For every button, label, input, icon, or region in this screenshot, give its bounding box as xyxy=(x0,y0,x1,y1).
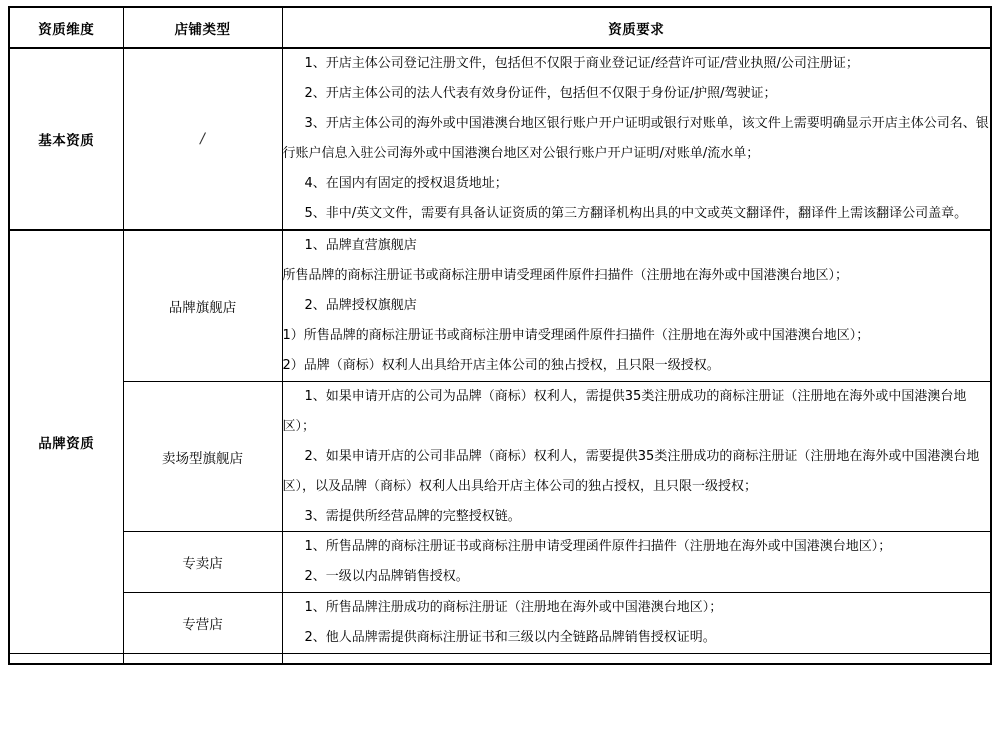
table-row xyxy=(9,382,991,532)
requirement-cell-brand-flagship xyxy=(282,230,991,382)
requirement-line: 2、一级以内品牌销售授权。 xyxy=(304,569,469,584)
requirement-line: 3、开店主体公司的海外或中国港澳台地区银行账户开户证明或银行对账单，该文件上需要明确显示开店主体公司名、银行账户信息入驻公司海外或中国港澳台地区对公银行账户开户证明/对账单/流水单； xyxy=(282,116,989,161)
requirement-line: 2、如果申请开店的公司非品牌（商标）权利人，需要提供35类注册成功的商标注册证（注册地在海外或中国港澳台地区），以及品牌（商标）权利人出具给开店主体公司的独占授权，且只限一级授权； xyxy=(282,449,980,494)
requirement-line: 2、开店主体公司的法人代表有效身份证件，包括但不仅限于身份证/护照/驾驶证； xyxy=(304,86,777,101)
table-row xyxy=(9,593,991,654)
partial-cell-dimension xyxy=(9,654,123,665)
requirement-line: 5、非中/英文文件，需要有具备认证资质的第三方翻译机构出具的中文或英文翻译件，翻译件上需该翻译公司盖章。 xyxy=(304,206,968,221)
qualification-table xyxy=(8,6,992,665)
column-header-store-type: 店铺类型 xyxy=(123,7,282,48)
requirement-line: 1、所售品牌的商标注册证书或商标注册申请受理函件原件扫描件（注册地在海外或中国港澳台地区）； xyxy=(304,539,892,554)
requirement-line: 1、如果申请开店的公司为品牌（商标）权利人，需提供35类注册成功的商标注册证（注册地在海外或中国港澳台地区）； xyxy=(282,389,967,434)
dimension-label-brand: 品牌资质 xyxy=(9,230,123,654)
requirement-line: 1、品牌直营旗舰店 xyxy=(304,238,417,253)
requirement-cell-mall-flagship xyxy=(282,382,991,532)
table-row xyxy=(9,48,991,230)
requirement-line: 1、所售品牌注册成功的商标注册证（注册地在海外或中国港澳台地区）； xyxy=(304,600,723,615)
table-row xyxy=(9,230,991,382)
store-type-label-exclusive-store: 专卖店 xyxy=(123,532,282,593)
requirement-line: 2）品牌（商标）权利人出具给开店主体公司的独占授权，且只限一级授权。 xyxy=(282,358,720,373)
requirement-line: 1、开店主体公司登记注册文件，包括但不仅限于商业登记证/经营许可证/营业执照/公司注册证； xyxy=(304,56,859,71)
requirement-line: 2、品牌授权旗舰店 xyxy=(304,298,417,313)
requirement-cell-specialty-store xyxy=(282,593,991,654)
table-header xyxy=(9,7,991,48)
dimension-label-basic: 基本资质 xyxy=(9,48,123,230)
requirement-line: 4、在国内有固定的授权退货地址； xyxy=(304,176,508,191)
partial-cell-store-type xyxy=(123,654,282,665)
store-type-label-brand-flagship: 品牌旗舰店 xyxy=(123,230,282,382)
table-header-row xyxy=(9,7,991,48)
requirement-line: 2、他人品牌需提供商标注册证书和三级以内全链路品牌销售授权证明。 xyxy=(304,630,716,645)
requirement-line: 所售品牌的商标注册证书或商标注册申请受理函件原件扫描件（注册地在海外或中国港澳台地区）； xyxy=(282,268,849,283)
table-body xyxy=(9,48,991,664)
store-type-label-specialty-store: 专营店 xyxy=(123,593,282,654)
requirement-line: 3、需提供所经营品牌的完整授权链。 xyxy=(304,509,521,524)
requirement-cell-basic xyxy=(282,48,991,230)
table-row xyxy=(9,532,991,593)
column-header-dimension: 资质维度 xyxy=(9,7,123,48)
partial-cell-requirement xyxy=(282,654,991,665)
column-header-requirement: 资质要求 xyxy=(282,7,991,48)
store-type-label-basic: / xyxy=(123,48,282,230)
table-row-partial xyxy=(9,654,991,665)
requirement-line: 1）所售品牌的商标注册证书或商标注册申请受理函件原件扫描件（注册地在海外或中国港澳台地区）； xyxy=(282,328,870,343)
requirement-cell-exclusive-store xyxy=(282,532,991,593)
store-type-label-mall-flagship: 卖场型旗舰店 xyxy=(123,382,282,532)
